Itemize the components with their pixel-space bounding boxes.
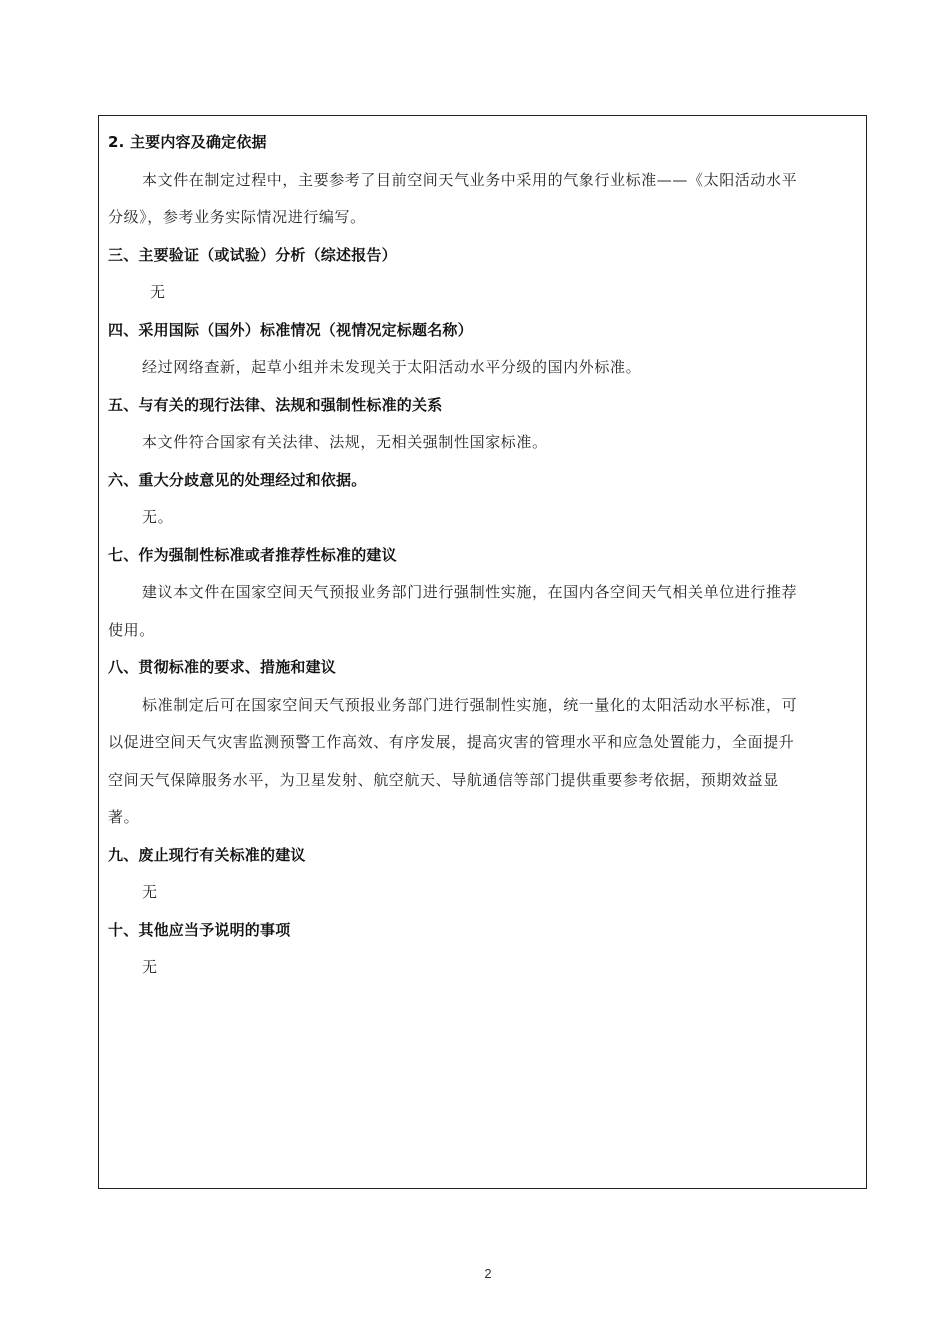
section-heading: 十、其他应当予说明的事项 — [108, 920, 291, 939]
section-heading: 四、采用国际（国外）标准情况（视情况定标题名称） — [108, 320, 473, 339]
section-body-line: 以促进空间天气灾害监测预警工作高效、有序发展，提高灾害的管理水平和应急处置能力，全面提升 — [108, 733, 795, 751]
section-heading: 2. 主要内容及确定依据 — [108, 133, 267, 151]
section-body-line: 本文件符合国家有关法律、法规，无相关强制性国家标准。 — [142, 433, 548, 451]
section-body-line: 分级》，参考业务实际情况进行编写。 — [108, 208, 366, 226]
section-heading: 八、贯彻标准的要求、措施和建议 — [108, 658, 337, 676]
section-heading: 九、废止现行有关标准的建议 — [108, 845, 306, 864]
section-heading: 五、与有关的现行法律、法规和强制性标准的关系 — [108, 395, 443, 414]
document-content — [108, 124, 853, 987]
section-heading: 六、重大分歧意见的处理经过和依据。 — [108, 470, 367, 489]
section-body-line: 空间天气保障服务水平，为卫星发射、航空航天、导航通信等部门提供重要参考依据，预期效益显 — [108, 770, 779, 789]
section-body-line: 著。 — [108, 808, 140, 826]
section-body-line: 无 — [150, 283, 166, 301]
section-heading: 三、主要验证（或试验）分析（综述报告） — [108, 245, 397, 264]
section-body-line: 使用。 — [108, 620, 155, 639]
section-body-line: 本文件在制定过程中，主要参考了目前空间天气业务中采用的气象行业标准——《太阳活动水平 — [142, 170, 798, 189]
section-body-line: 无。 — [142, 508, 174, 526]
section-body-line: 建议本文件在国家空间天气预报业务部门进行强制性实施，在国内各空间天气相关单位进行推荐 — [142, 583, 798, 601]
section-heading: 七、作为强制性标准或者推荐性标准的建议 — [108, 545, 397, 564]
section-body-line: 标准制定后可在国家空间天气预报业务部门进行强制性实施，统一量化的太阳活动水平标准，可 — [142, 695, 798, 714]
section-body-line: 无 — [142, 883, 158, 901]
section-body-line: 经过网络查新，起草小组并未发现关于太阳活动水平分级的国内外标准。 — [142, 358, 642, 376]
page-number: 2 — [484, 1266, 492, 1281]
section-body-line: 无 — [142, 958, 158, 976]
